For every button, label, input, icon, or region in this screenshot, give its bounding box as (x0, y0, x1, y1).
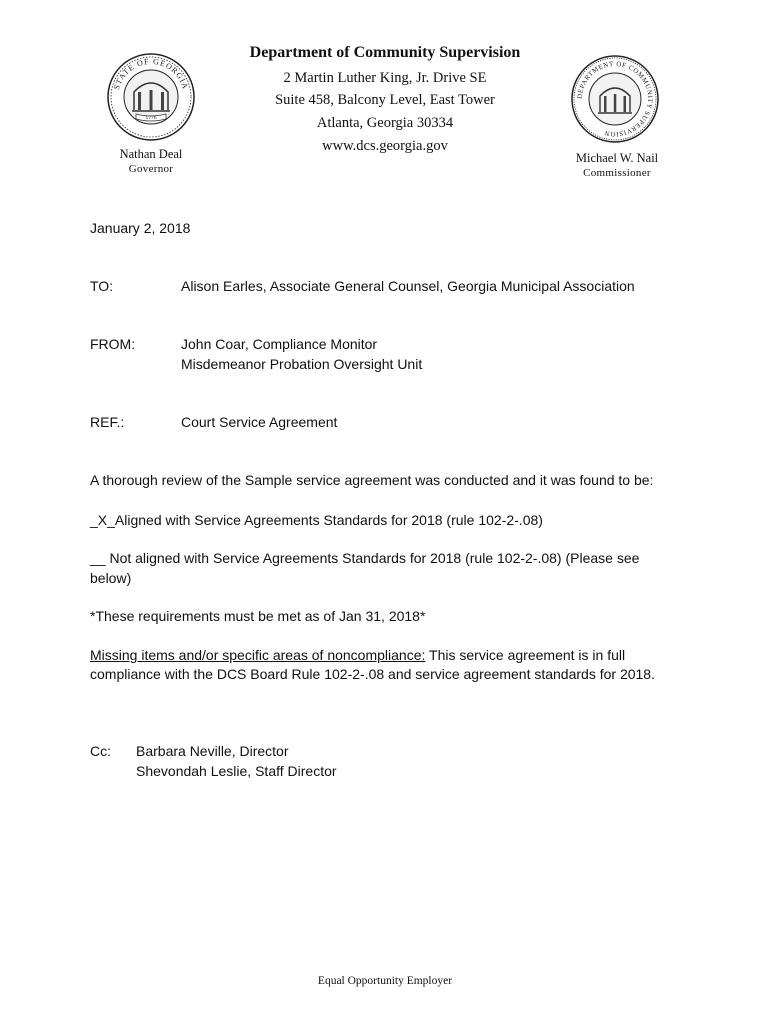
option-not-aligned-line-2: below) (90, 570, 132, 586)
missing-items-text-1: This service agreement is in full (425, 647, 626, 663)
from-line-1: John Coar, Compliance Monitor (181, 336, 378, 352)
governor-name: Nathan Deal (119, 147, 183, 161)
left-seal-year: 1776 (145, 115, 157, 121)
ref-value: Court Service Agreement (181, 414, 338, 430)
address-line-3: Atlanta, Georgia 30334 (316, 115, 454, 131)
address-line-1: 2 Martin Luther King, Jr. Drive SE (283, 70, 487, 86)
cc-line-1: Barbara Neville, Director (136, 743, 289, 759)
website: www.dcs.georgia.gov (322, 138, 448, 154)
option-not-aligned-line-1: __ Not aligned with Service Agreements Standards for 2018 (rule 102-2-.08) (Please see (90, 550, 640, 566)
intro-paragraph: A thorough review of the Sample service agreement was conducted and it was found to be: (90, 472, 654, 488)
memo-date: January 2, 2018 (90, 220, 191, 236)
ref-label: REF.: (90, 414, 125, 430)
commissioner-title: Commissioner (583, 167, 651, 179)
cc-label: Cc: (90, 743, 111, 759)
requirements-note: *These requirements must be met as of Jan 31, 2018* (90, 608, 426, 624)
commissioner-name: Michael W. Nail (575, 151, 659, 165)
left-seal-text: STATE OF GEORGIA (111, 56, 191, 91)
department-title: Department of Community Supervision (249, 44, 521, 61)
cc-line-2: Shevondah Leslie, Staff Director (136, 763, 337, 779)
from-line-2: Misdemeanor Probation Oversight Unit (181, 356, 423, 372)
footer-text: Equal Opportunity Employer (317, 975, 453, 987)
missing-items-line-2: compliance with the DCS Board Rule 102-2-.08 and service agreement standards for 2018. (90, 666, 655, 682)
right-seal-text: DEPARTMENT OF COMMUNITY SUPERVISION (576, 60, 654, 138)
address-line-2: Suite 458, Balcony Level, East Tower (275, 92, 495, 108)
missing-items-line-1 (90, 645, 625, 665)
from-label: FROM: (90, 336, 136, 352)
to-value: Alison Earles, Associate General Counsel, Georgia Municipal Association (181, 278, 635, 294)
governor-title: Governor (128, 163, 174, 175)
to-label: TO: (90, 278, 114, 294)
missing-items-label: Missing items and/or specific areas of noncompliance: (90, 647, 426, 663)
option-aligned: _X_Aligned with Service Agreements Standards for 2018 (rule 102-2-.08) (90, 512, 543, 528)
